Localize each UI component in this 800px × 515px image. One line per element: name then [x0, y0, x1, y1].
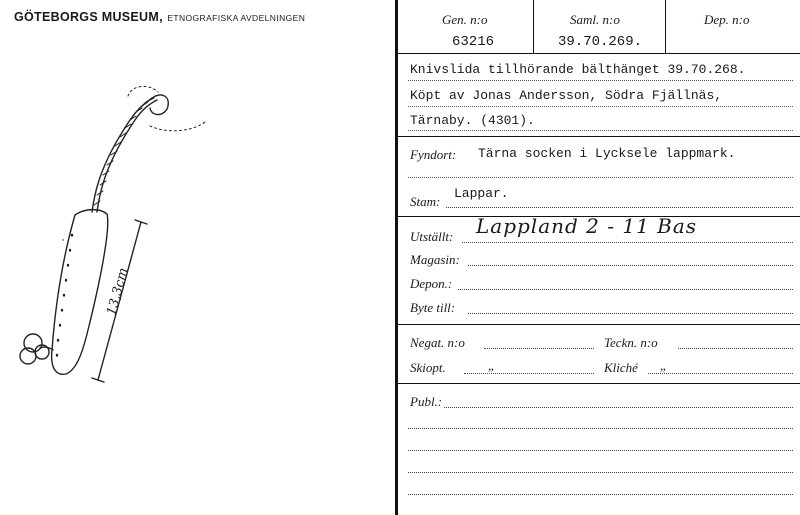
ruled-line — [408, 106, 793, 107]
fyndort-value: Tärna socken i Lycksele lappmark. — [478, 146, 736, 161]
utstallt-handwritten-value: Lappland 2 - 11 Bas — [476, 214, 698, 238]
description-line: Knivslida tillhörande bälthänget 39.70.268. — [410, 62, 746, 77]
divider — [398, 136, 800, 137]
ruled-line — [468, 265, 793, 266]
ruled-line — [468, 313, 793, 314]
gen-no-label: Gen. n:o — [442, 12, 488, 27]
ruled-line — [408, 177, 793, 178]
byte-label: Byte till: — [410, 300, 456, 315]
department-name: ETNOGRAFISKA AVDELNINGEN — [167, 13, 306, 23]
ruled-line — [464, 373, 594, 374]
teckn-label: Teckn. n:o — [604, 335, 658, 350]
kliche-ditto: „ — [660, 358, 666, 373]
ruled-line — [408, 130, 793, 131]
divider — [398, 383, 800, 384]
column-divider — [665, 0, 666, 53]
stam-label: Stam: — [410, 194, 441, 209]
description-line: Tärnaby. (4301). — [410, 113, 535, 128]
saml-no-label: Saml. n:o — [570, 12, 620, 27]
ruled-line — [408, 428, 793, 429]
fyndort-label: Fyndort: — [410, 147, 457, 162]
description-line: Köpt av Jonas Andersson, Södra Fjällnäs, — [410, 88, 723, 103]
utstallt-label: Utställt: — [410, 229, 454, 244]
ruled-line — [678, 348, 793, 349]
museum-name: GÖTEBORGS MUSEUM, — [14, 10, 163, 24]
kliche-label: Kliché — [604, 360, 638, 375]
measurement-label: 13,3cm — [104, 266, 132, 318]
dep-no-label: Dep. n:o — [704, 12, 750, 27]
divider — [398, 53, 800, 54]
magasin-label: Magasin: — [410, 252, 460, 267]
ruled-line — [408, 450, 793, 451]
ruled-line — [408, 80, 793, 81]
column-divider — [533, 0, 534, 53]
gen-no-value: 63216 — [452, 34, 495, 50]
left-panel — [0, 0, 392, 515]
depon-label: Depon.: — [410, 276, 453, 291]
ruled-line — [462, 242, 793, 243]
skiopt-label: Skiopt. — [410, 360, 446, 375]
ruled-line — [408, 472, 793, 473]
skiopt-ditto: „ — [488, 358, 494, 373]
saml-no-value: 39.70.269. — [558, 34, 643, 50]
ruled-line — [458, 289, 793, 290]
stam-value: Lappar. — [454, 186, 509, 201]
ruled-line — [648, 373, 793, 374]
publ-label: Publ.: — [410, 394, 443, 409]
ruled-line — [408, 494, 793, 495]
ruled-line — [446, 207, 793, 208]
ruled-line — [484, 348, 594, 349]
knife-sheath-sketch — [0, 0, 392, 515]
ruled-line — [444, 407, 793, 408]
catalogue-card — [395, 0, 800, 515]
divider — [398, 324, 800, 325]
negat-label: Negat. n:o — [410, 335, 465, 350]
